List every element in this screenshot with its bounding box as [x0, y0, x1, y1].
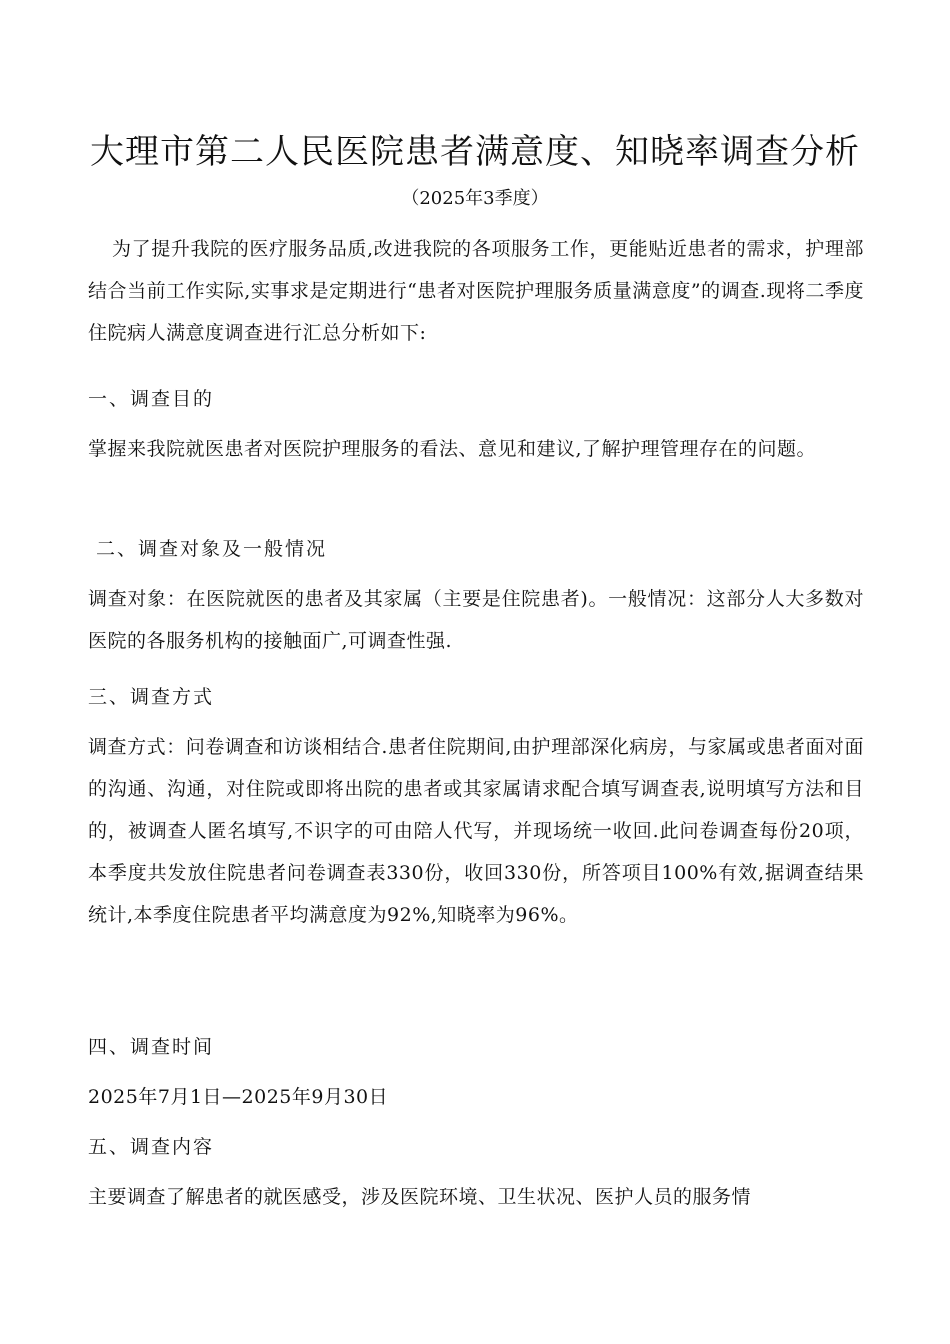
section-body-time: 2025年7月1日—2025年9月30日	[88, 1086, 389, 1108]
section-heading-purpose: 一、调查目的	[88, 388, 215, 410]
section-body-content: 主要调查了解患者的就医感受，涉及医院环境、卫生状况、医护人员的服务情	[88, 1186, 752, 1208]
document-title: 大理市第二人民医院患者满意度、知晓率调查分析	[90, 132, 860, 172]
section-body-method: 调查方式：问卷调查和访谈相结合.患者住院期间,由护理部深化病房，与家属或患者面对面的沟通、沟通，对住院或即将出院的患者或其家属请求配合填写调查表,说明填写方法和目的，被调查人匿名填写,不识字的可由陪人代写，并现场统一收回.此问卷调查每份20项，本季度共发放住院患者问卷调查表330份，收回330份，所答项目100%有效,据调查结果统计,本季度住院患者平均满意度为92%,知晓率为96%。	[88, 736, 864, 926]
intro-paragraph: 为了提升我院的医疗服务品质,改进我院的各项服务工作，更能贴近患者的需求，护理部结合当前工作实际,实事求是定期进行“患者对医院护理服务质量满意度”的调查.现将二季度住院病人满意度调查进行汇总分析如下:	[88, 238, 864, 344]
document-subtitle: （2025年3季度）	[401, 188, 549, 209]
section-body-subjects: 调查对象：在医院就医的患者及其家属（主要是住院患者)。一般情况：这部分人大多数对医院的各服务机构的接触面广,可调查性强.	[88, 588, 864, 652]
section-heading-subjects: 二、调查对象及一般情况	[88, 538, 328, 560]
section-heading-time: 四、调查时间	[88, 1036, 215, 1058]
section-body-purpose: 掌握来我院就医患者对医院护理服务的看法、意见和建议,了解护理管理存在的问题。	[88, 438, 817, 460]
section-heading-method: 三、调查方式	[88, 686, 215, 708]
section-heading-content: 五、调查内容	[88, 1136, 215, 1158]
